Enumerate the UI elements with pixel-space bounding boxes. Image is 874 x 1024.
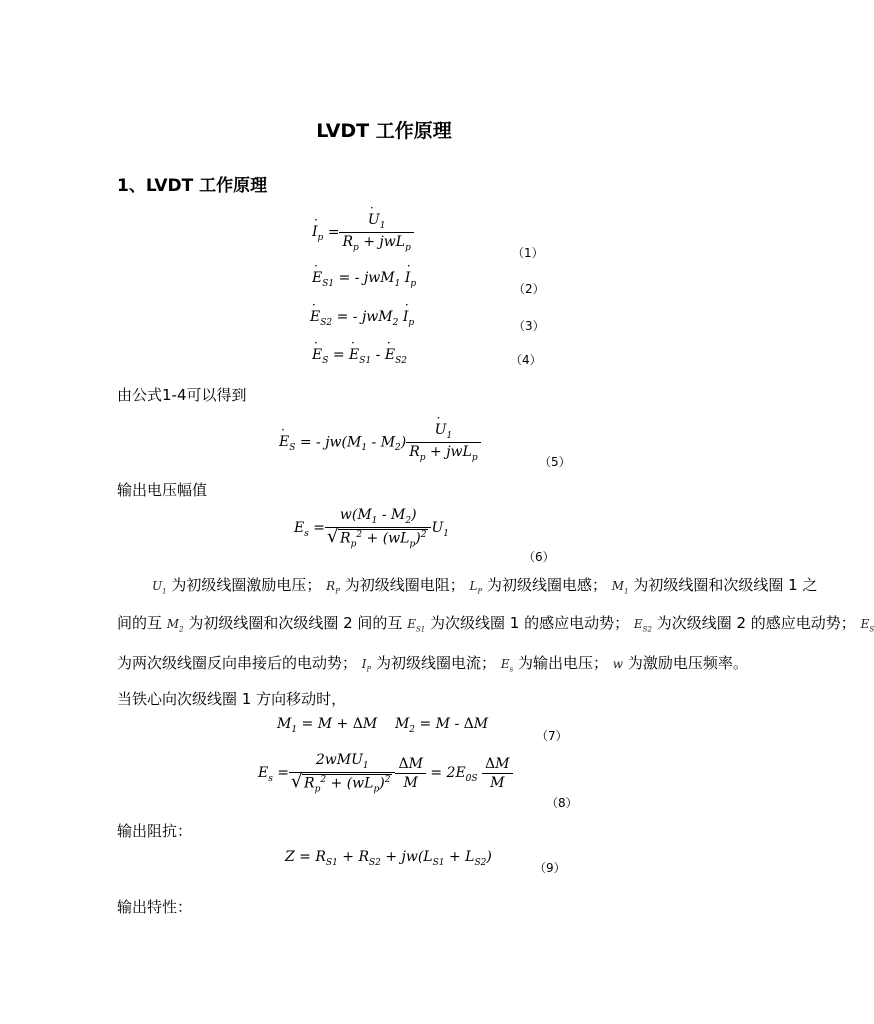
description-line-3: 为两次级线圈反向串接后的电动势； $I_P$ 为初级线圈电流； $E_s$ 为输出电压； w 为激励电压频率。 bbox=[117, 654, 748, 674]
equation-9: $Z = R_{S1} + R_{S2} + jw(L_{S1} + L_{S2})$ bbox=[285, 849, 492, 868]
paragraph-output-characteristic: 输出特性： bbox=[117, 898, 193, 916]
equation-number-6: （6） bbox=[523, 550, 555, 564]
equation-8: $E_s$ = 2wMU$_1$ √ $R_p^2 + (wL_p)^2$ $\frac{\Delta M}{M}$ = $2E_{0S}$ $\frac{\Delta M}{M}$ bbox=[258, 752, 513, 794]
equation-3: · $E_{S2}$ = - $jwM_2 \cdot I_p$ bbox=[310, 309, 414, 328]
equation-2: · $E_{S1}$ = - $jwM_1 \cdot I_p$ bbox=[312, 270, 416, 289]
equation-number-8: （8） bbox=[546, 796, 578, 810]
description-line-1: $U_1$ 为初级线圈激励电压； $R_P$ 为初级线圈电阻； $L_P$ 为初级线圈电感； $M_1$ 为初级线圈和次级线圈 1 之 bbox=[152, 576, 818, 596]
section-heading: 1、LVDT 工作原理 bbox=[117, 176, 268, 196]
equation-number-7: （7） bbox=[536, 729, 568, 743]
paragraph-magnitude: 输出电压幅值 bbox=[117, 481, 208, 499]
description-line-4: 当铁心向次级线圈 1 方向移动时， bbox=[117, 690, 347, 708]
equation-1: · $I_p$ = · $\frac{U_1}{R_p + jwL_p}$ bbox=[312, 212, 414, 253]
description-line-2: 间的互 $M_2$ 为初级线圈和次级线圈 2 间的互 $E_{S1}$ 为次级线圈 1 的感应电动势； $E_{S2}$ 为次级线圈 2 的感应电动势； $E_S$ bbox=[117, 614, 874, 634]
equation-number-4: （4） bbox=[510, 353, 542, 367]
paragraph-impedance: 输出阻抗： bbox=[117, 822, 193, 840]
equation-number-9: （9） bbox=[534, 861, 566, 875]
equation-4: · $E_S$ = · $E_{S1}$ - · $E_{S2}$ bbox=[312, 347, 407, 366]
equation-number-1: （1） bbox=[512, 246, 544, 260]
equation-number-2: （2） bbox=[513, 282, 545, 296]
equation-number-3: （3） bbox=[513, 319, 545, 333]
equation-6: $E_s$ = $w(M_1 - M_2)$ √ $R_p^2 + (wL_p)^2$ $U_1$ bbox=[294, 507, 449, 549]
paragraph-from-equations: 由公式1-4可以得到 bbox=[117, 386, 247, 404]
equation-number-5: （5） bbox=[539, 455, 571, 469]
page-title: LVDT 工作原理 bbox=[316, 120, 452, 142]
equation-7: $M_1 = M + \Delta M$ $M_2 = M - \Delta M$ bbox=[277, 716, 489, 735]
equation-5: · $E_S$ = - $jw(M_1 - M_2)$ · $\frac{U_1}{R_p + jwL_p}$ bbox=[279, 422, 481, 463]
